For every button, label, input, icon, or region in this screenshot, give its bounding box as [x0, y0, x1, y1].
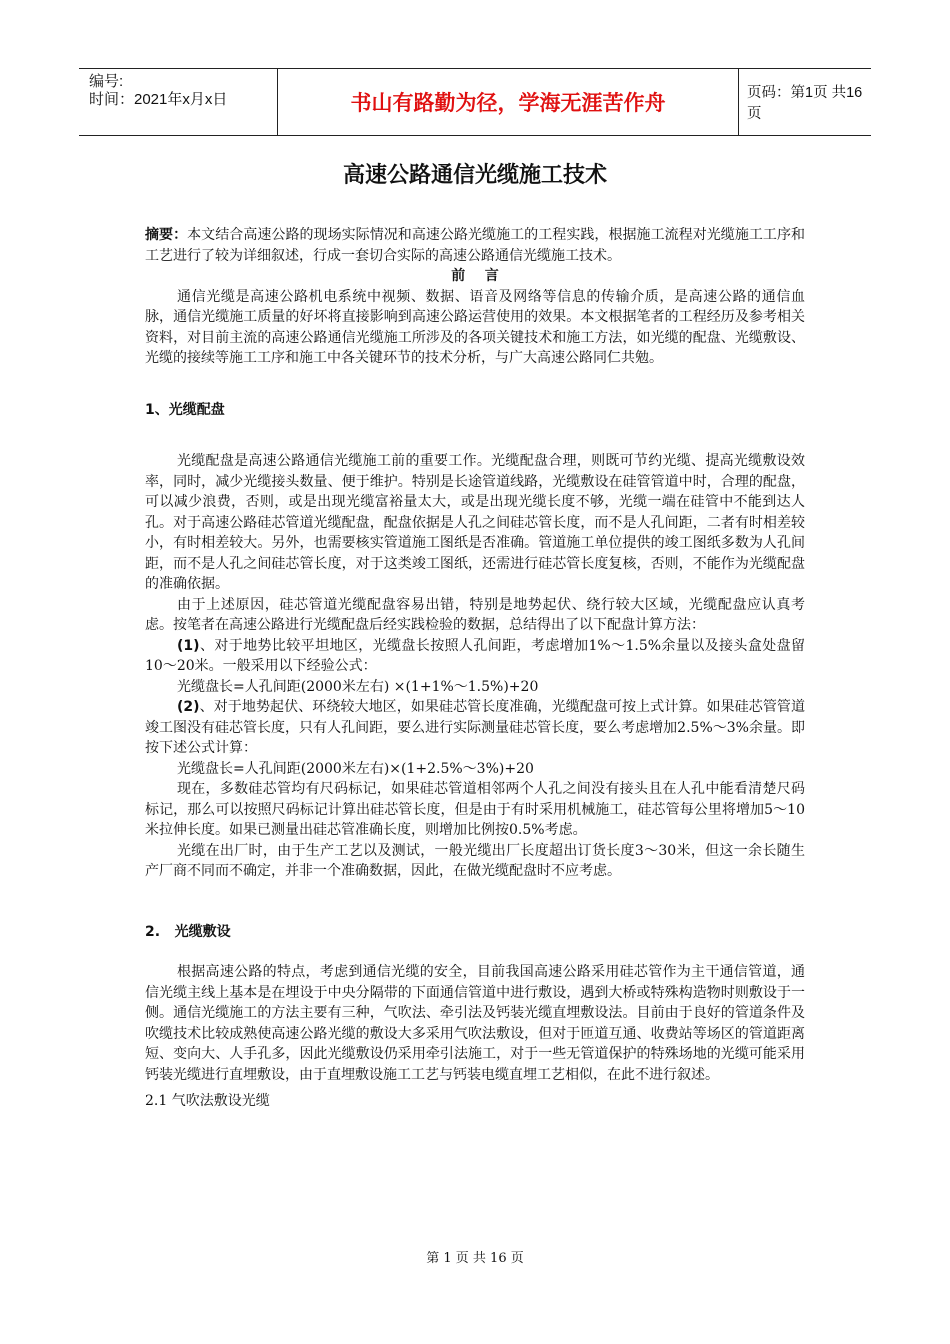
section1-paragraph: 光缆在出厂时，由于生产工艺以及测试，一般光缆出厂长度超出订货长度3～30米，但这一余长随生产厂商不同而不确定，并非一个准确数据，因此，在做光缆配盘时不应考虑。: [145, 842, 805, 879]
item-number: (2): [177, 699, 200, 715]
header-page-info: 页码：第1页 共16页: [747, 85, 863, 122]
section1-paragraph: [145, 697, 805, 759]
preface-heading: 前 言: [451, 268, 499, 284]
section2-paragraph: 根据高速公路的特点，考虑到通信光缆的安全，目前我国高速公路采用硅芯管作为主干通信管道，通信光缆主线上基本是在埋设于中央分隔带的下面通信管道中进行敷设，遇到大桥或特殊构造物时则敷设于一侧。通信光缆施工的方法主要有三种，气吹法、牵引法及钙装光缆直埋敷设法。目前由于良好的管道条件及吹缆技术比较成熟使高速公路光缆的敷设大多采用气吹法敷设，但对于匝道互通、收费站等场区的管道距离短、变向大、人手孔多，因此光缆敷设仍采用牵引法施工，对于一些无管道保护的特殊场地的光缆可能采用钙装光缆进行直埋敷设，由于直埋敷设施工工艺与钙装电缆直埋工艺相似，在此不进行叙述。: [145, 964, 805, 1083]
header-motto: 书山有路勤为径，学海无涯苦作舟: [277, 69, 739, 135]
page-footer: 第 1 页 共 16 页: [426, 1251, 524, 1266]
section2-heading: 2. 光缆敷设: [145, 923, 231, 940]
document-number-label: 编号:: [89, 73, 124, 90]
abstract-text: 本文结合高速公路的现场实际情况和高速公路光缆施工的工程实践，根据施工流程对光缆施工工序和工艺进行了较为详细叙述，行成一套切合实际的高速公路通信光缆施工技术。: [145, 227, 806, 264]
section1-heading: 1、光缆配盘: [145, 401, 225, 418]
item-text: 、对于地势起伏、环绕较大地区，如果硅芯管长度准确，光缆配盘可按上式计算。如果硅芯管管道竣工图没有硅芯管长度，只有人孔间距，要么进行实际测量硅芯管长度，要么考虑增加2.5%～3%余量。即按下述公式计算：: [145, 699, 805, 756]
subsection-heading: 2.1 气吹法敷设光缆: [145, 1093, 270, 1109]
section1-paragraph: 由于上述原因，硅芯管道光缆配盘容易出错，特别是地势起伏、绕行较大区域，光缆配盘应认真考虑。按笔者在高速公路进行光缆配盘后经实践检验的数据，总结得出了以下配盘计算方法：: [145, 596, 805, 633]
abstract-label: 摘要：: [145, 227, 188, 243]
document-body: [145, 225, 805, 1112]
document-time: 时间：2021年x月x日: [89, 91, 228, 108]
abstract: [145, 225, 805, 266]
section1-paragraph: 现在，多数硅芯管均有尺码标记，如果硅芯管道相邻两个人孔之间没有接头且在人孔中能看清楚尺码标记，那么可以按照尺码标记计算出硅芯管长度，但是由于有时采用机械施工，硅芯管每公里将增加5～10米拉伸长度。如果已测量出硅芯管准确长度，则增加比例按0.5%考虑。: [145, 781, 805, 838]
page-header: [79, 68, 871, 136]
section1-paragraph: [145, 636, 805, 677]
formula: 光缆盘长=人孔间距(2000米左右) ×(1+1%～1.5%)+20: [177, 678, 539, 695]
formula: 光缆盘长=人孔间距(2000米左右)×(1+2.5%～3%)+20: [177, 760, 534, 777]
preface-text: 通信光缆是高速公路机电系统中视频、数据、语音及网络等信息的传输介质，是高速公路的通信血脉，通信光缆施工质量的好坏将直接影响到高速公路运营使用的效果。本文根据笔者的工程经历及参考相关资料，对目前主流的高速公路通信光缆施工所涉及的各项关键技术和施工方法，如光缆的配盘、光缆敷设、光缆的接续等施工工序和施工中各关键环节的技术分析，与广大高速公路同仁共勉。: [145, 288, 805, 366]
header-meta: [79, 69, 277, 135]
section1-paragraph: 光缆配盘是高速公路通信光缆施工前的重要工作。光缆配盘合理，则既可节约光缆、提高光缆敷设效率，同时，减少光缆接头数量、便于维护。特别是长途管道线路，光缆敷设在硅管管道中时，合理的配盘，可以减少浪费，否则，或是出现光缆富裕量太大，或是出现光缆长度不够，光缆一端在硅管中不能到达人孔。对于高速公路硅芯管道光缆配盘，配盘依据是人孔之间硅芯管长度，而不是人孔间距，二者有时相差较小，有时相差较大。另外，也需要核实管道施工图纸是否准确。管道施工单位提供的竣工图纸多数为人孔间距，而不是人孔之间硅芯管长度，对于这类竣工图纸，还需进行硅芯管长度复核，否则，不能作为光缆配盘的准确依据。: [145, 453, 805, 592]
document-title: 高速公路通信光缆施工技术: [342, 163, 607, 188]
item-text: 、对于地势比较平坦地区，光缆盘长按照人孔间距，考虑增加1%～1.5%余量以及接头盒处盘留10～20米。一般采用以下经验公式：: [145, 637, 805, 674]
item-number: (1): [177, 637, 200, 654]
